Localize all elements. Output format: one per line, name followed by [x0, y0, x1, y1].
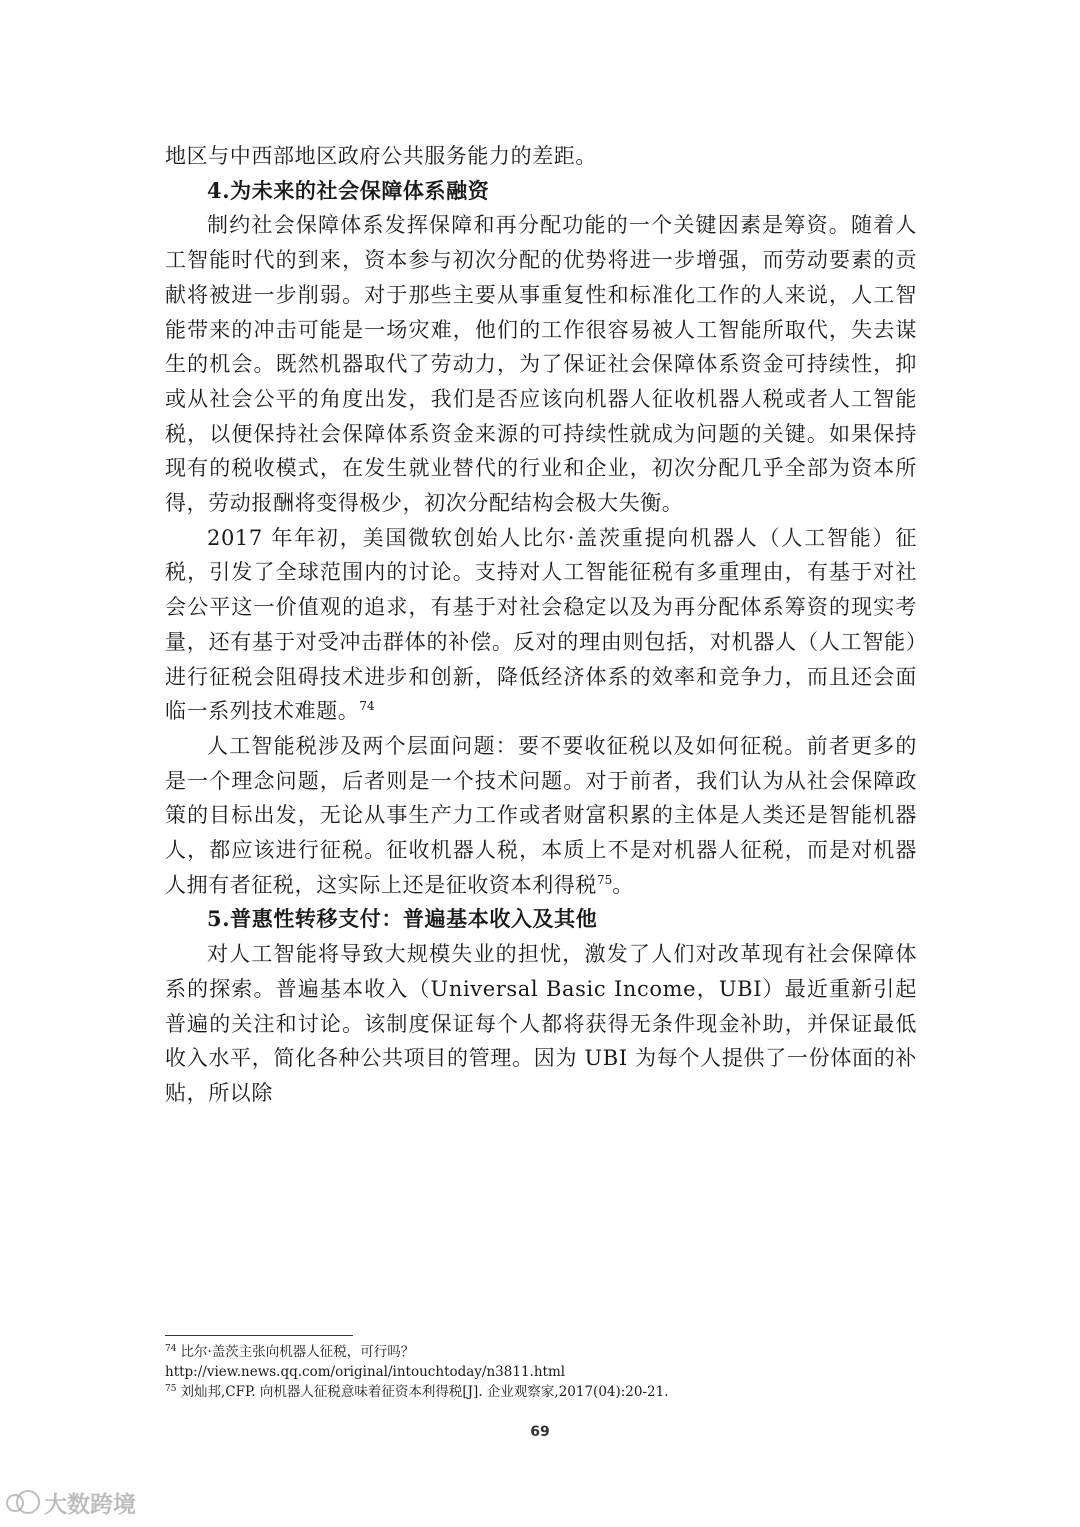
paragraph-text: 5.普惠性转移支付：普遍基本收入及其他	[207, 906, 598, 932]
footnote-text: 刘灿邦,CFP. 向机器人征税意味着征资本利得税[J]. 企业观察家,2017(04):20-21.	[180, 1384, 669, 1400]
weibo-logo-icon	[6, 1490, 40, 1514]
body-text	[165, 139, 917, 1111]
footnote-mark: 74	[165, 1344, 177, 1354]
page-number: 69	[530, 1424, 550, 1440]
paragraph	[165, 208, 917, 520]
paragraph-text: 4.为未来的社会保障体系融资	[207, 177, 490, 203]
footnote-divider	[165, 1335, 353, 1336]
paragraph	[165, 139, 917, 174]
paragraph	[165, 729, 917, 903]
footnote-text: 比尔·盖茨主张向机器人征税，可行吗？	[180, 1344, 415, 1360]
paragraph	[165, 937, 917, 1111]
footnote-reference: 75	[597, 872, 613, 887]
footnote-text[interactable]: http://view.news.qq.com/original/intouchtoday/n3811.html	[165, 1364, 566, 1380]
footnote-mark: 75	[165, 1384, 177, 1394]
footnote-reference: 74	[359, 699, 375, 714]
paragraph-text: 人工智能税涉及两个层面问题：要不要收征税以及如何征税。前者更多的是一个理念问题，后者则是一个技术问题。对于前者，我们认为从社会保障政策的目标出发，无论从事生产力工作或者财富积累的主体是人类还是智能机器人，都应该进行征税。征收机器人税，本质上不是对机器人征税，而是对机器人拥有者征税，这实际上还是征收资本利得税	[165, 733, 917, 897]
paragraph-tail: 。	[612, 872, 634, 897]
footnotes	[165, 1342, 917, 1402]
footnote	[165, 1382, 917, 1402]
paragraph-text: 对人工智能将导致大规模失业的担忧，激发了人们对改革现有社会保障体系的探索。普遍基本收入（Universal Basic Income，UBI）最近重新引起普遍的关注和讨论。该制度保证每个人都将获得无条件现金补助，并保证最低收入水平，简化各种公共项目的管理。因为 UBI 为每个人提供了一份体面的补贴，所以除	[165, 942, 917, 1105]
watermark	[6, 1487, 136, 1517]
section-heading	[165, 174, 917, 209]
paragraph-text: 制约社会保障体系发挥保障和再分配功能的一个关键因素是筹资。随着人工智能时代的到来，资本参与初次分配的优势将进一步增强，而劳动要素的贡献将被进一步削弱。对于那些主要从事重复性和标准化工作的人来说，人工智能带来的冲击可能是一场灾难，他们的工作很容易被人工智能所取代，失去谋生的机会。既然机器取代了劳动力，为了保证社会保障体系资金可持续性，抑或从社会公平的角度出发，我们是否应该向机器人征收机器人税或者人工智能税，以便保持社会保障体系资金来源的可持续性就成为问题的关键。如果保持现有的税收模式，在发生就业替代的行业和企业，初次分配几乎全部为资本所得，劳动报酬将变得极少，初次分配结构会极大失衡。	[165, 213, 917, 516]
footnote	[165, 1362, 917, 1382]
paragraph-text: 地区与中西部地区政府公共服务能力的差距。	[165, 144, 597, 168]
watermark-text: 大数跨境	[44, 1491, 136, 1518]
footnote	[165, 1342, 917, 1362]
section-heading	[165, 902, 917, 937]
paragraph	[165, 521, 917, 729]
paragraph-text: 2017 年年初，美国微软创始人比尔·盖茨重提向机器人（人工智能）征税，引发了全球范围内的讨论。支持对人工智能征税有多重理由，有基于对社会公平这一价值观的追求，有基于对社会稳定以及为再分配体系筹资的现实考量，还有基于对受冲击群体的补偿。反对的理由则包括，对机器人（人工智能）进行征税会阻碍技术进步和创新，降低经济体系的效率和竞争力，而且还会面临一系列技术难题。	[165, 525, 917, 724]
